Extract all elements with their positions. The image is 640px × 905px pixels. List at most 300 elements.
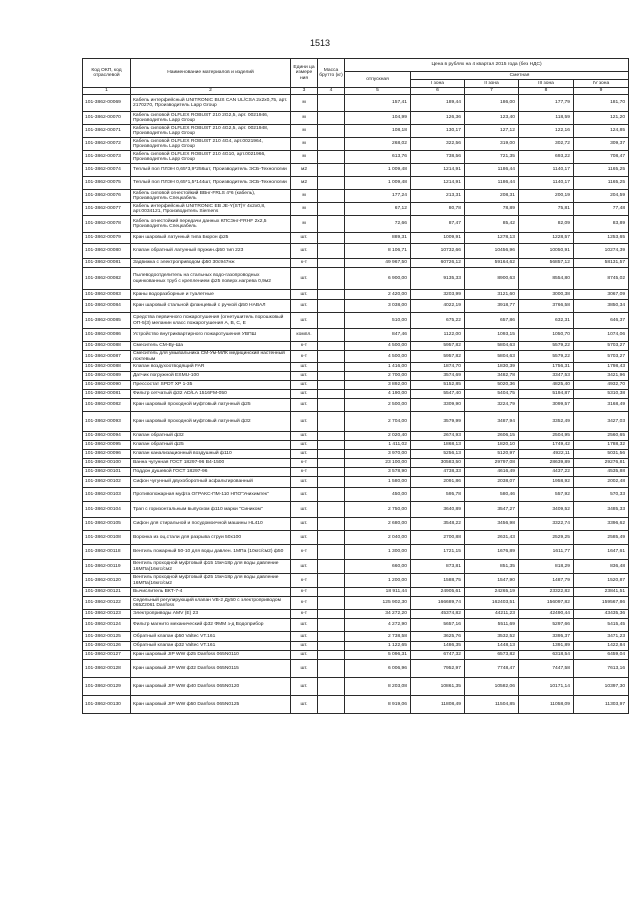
cell-unit: шт. (291, 268, 318, 290)
cell-name: Вентиль проходной муфтовый ф15 15кч18р для воды давление 16МПа(16кгс/см2 (131, 560, 291, 574)
cell-price-zone-2: 3532,52 (465, 632, 519, 642)
cell-price-zone-2: 5804,63 (465, 342, 519, 351)
table-row (83, 190, 629, 203)
cell-price-zone-1: 10861,35 (411, 678, 465, 696)
cell-price-zone-2: 127,12 (465, 125, 519, 138)
cell-price-zone-2: 851,35 (465, 560, 519, 574)
cell-price-zone-1: 5657,16 (411, 619, 465, 632)
cell-price-otpusknaya: 3 892,00 (345, 381, 411, 390)
cell-name: Сифон чугунный двухоборотный асфальтированный (131, 477, 291, 488)
cell-price-zone-1: 3625,76 (411, 632, 465, 642)
cell-price-zone-1: 10732,66 (411, 244, 465, 259)
cell-mass (318, 450, 345, 459)
cell-name: Краны водоразборные и туалетные (131, 290, 291, 300)
cell-mass (318, 351, 345, 363)
column-number: 4 (318, 88, 345, 95)
cell-price-zone-2: 7748,47 (465, 660, 519, 678)
cell-price-zone-4: 646,37 (574, 313, 629, 329)
cell-name: Кран шаровый JIP WW ф25 Danfoss 065N0110 (131, 651, 291, 660)
cell-name: Вычислитель ВКТ-7-4 (131, 588, 291, 597)
cell-name: Обратный клапан ф50 Valtec VT.161 (131, 632, 291, 642)
cell-price-zone-3: 1391,89 (519, 642, 574, 651)
cell-price-zone-3: 122,16 (519, 125, 574, 138)
cell-price-zone-3: 3347,53 (519, 372, 574, 381)
table-row (83, 138, 629, 151)
cell-name: Вентиль пожарный 50-10 для воды давлен. 1МПа (10кгс/см2) ф50 (131, 545, 291, 560)
table-row (83, 244, 629, 259)
cell-name: Задвижка с электроприводом ф50 30с947нж (131, 259, 291, 268)
cell-code: 101-3862-00081 (83, 390, 131, 399)
cell-price-otpusknaya: 2 738,58 (345, 632, 411, 642)
cell-code: 101-3862-00118 (83, 545, 131, 560)
cell-code: 101-3862-00124 (83, 619, 131, 632)
cell-price-zone-3: 4825,40 (519, 381, 574, 390)
cell-price-zone-3: 1050,70 (519, 329, 574, 342)
cell-price-zone-1: 595,78 (411, 488, 465, 502)
cell-price-zone-3: 818,29 (519, 560, 574, 574)
cell-name: Кабель силовой OLFLEX ROBUST 210 4G2,5, арт. 0021948, Производитель Lapp Group (131, 125, 291, 138)
cell-price-otpusknaya: 34 272,20 (345, 610, 411, 619)
cell-mass (318, 597, 345, 610)
cell-price-zone-4: 83,89 (574, 216, 629, 233)
cell-mass (318, 203, 345, 216)
cell-price-zone-3: 200,19 (519, 190, 574, 203)
cell-price-otpusknaya: 2 680,00 (345, 518, 411, 531)
column-number: 3 (291, 88, 318, 95)
cell-code: 101-3862-00075 (83, 177, 131, 190)
table-row (83, 588, 629, 597)
column-number: 1 (83, 88, 131, 95)
cell-unit: шт. (291, 651, 318, 660)
cell-price-zone-4: 23841,51 (574, 588, 629, 597)
table-row (83, 329, 629, 342)
cell-price-zone-4: 204,59 (574, 190, 629, 203)
cell-price-zone-1: 11808,49 (411, 696, 465, 714)
cell-code: 101-3862-00080 (83, 244, 131, 259)
cell-price-zone-1: 9135,33 (411, 268, 465, 290)
header-mass: Масса брутто (кг) (318, 59, 345, 88)
cell-price-zone-2: 123,40 (465, 112, 519, 125)
cell-code: 101-3862-00126 (83, 642, 131, 651)
cell-price-zone-2: 3456,98 (465, 518, 519, 531)
header-unit: Едини ца измере ния (291, 59, 318, 88)
cell-price-zone-1: 1009,91 (411, 233, 465, 244)
cell-price-zone-2: 162403,51 (465, 597, 519, 610)
cell-code: 101-3862-00105 (83, 518, 131, 531)
cell-code: 101-3862-00085 (83, 313, 131, 329)
cell-price-zone-4: 10274,39 (574, 244, 629, 259)
cell-price-otpusknaya: 157,41 (345, 95, 411, 112)
cell-unit: к-т (291, 597, 318, 610)
cell-price-zone-2: 580,46 (465, 488, 519, 502)
cell-unit: шт. (291, 660, 318, 678)
cell-name: Кран шаровый JIP WW ф50 Danfoss 065N0125 (131, 696, 291, 714)
table-body (83, 95, 629, 714)
cell-unit: шт. (291, 502, 318, 518)
cell-code: 101-3862-00088 (83, 363, 131, 372)
cell-price-zone-2: 3918,77 (465, 300, 519, 313)
header-smetnaya: Сметная (411, 72, 629, 80)
cell-price-zone-2: 8900,63 (465, 268, 519, 290)
cell-unit: шт. (291, 432, 318, 441)
cell-price-zone-1: 80,78 (411, 203, 465, 216)
cell-unit: шт. (291, 381, 318, 390)
cell-price-zone-4: 124,85 (574, 125, 629, 138)
cell-mass (318, 432, 345, 441)
cell-price-otpusknaya: 108,18 (345, 125, 411, 138)
cell-price-zone-1: 45374,82 (411, 610, 465, 619)
cell-name: Клапан канализационный воздушный ф110 (131, 450, 291, 459)
cell-price-zone-4: 1165,25 (574, 177, 629, 190)
cell-code: 101-3862-00094 (83, 432, 131, 441)
table-row (83, 468, 629, 477)
cell-name: Кабель интерфейсный UNITRONIC BUS CAN UL/CSA 2x2x0,75, арт. 2170270, Производитель Lapp Group (131, 95, 291, 112)
cell-price-zone-1: 4738,33 (411, 468, 465, 477)
cell-price-zone-3: 177,79 (519, 95, 574, 112)
cell-mass (318, 313, 345, 329)
cell-name: Ванна чугунная ГОСТ 18297-96 В4-1500 (131, 459, 291, 468)
cell-price-zone-1: 3203,99 (411, 290, 465, 300)
table-row (83, 678, 629, 696)
cell-price-zone-2: 10582,06 (465, 678, 519, 696)
cell-price-zone-1: 60726,12 (411, 259, 465, 268)
cell-price-zone-1: 87,47 (411, 216, 465, 233)
header-zone-2: II зона (465, 80, 519, 88)
cell-price-zone-2: 2038,07 (465, 477, 519, 488)
cell-price-otpusknaya: 1 416,00 (345, 363, 411, 372)
cell-price-zone-1: 4022,19 (411, 300, 465, 313)
cell-mass (318, 372, 345, 381)
table-row (83, 619, 629, 632)
cell-unit: м2 (291, 177, 318, 190)
cell-price-zone-4: 5703,27 (574, 342, 629, 351)
cell-price-zone-2: 24265,19 (465, 588, 519, 597)
cell-mass (318, 399, 345, 412)
column-number: 8 (519, 88, 574, 95)
cell-price-zone-2: 3482,78 (465, 372, 519, 381)
cell-price-zone-1: 7952,97 (411, 660, 465, 678)
cell-price-zone-3: 75,81 (519, 203, 574, 216)
cell-price-otpusknaya: 2 020,40 (345, 432, 411, 441)
cell-name: Пылеводоотделитель на стальных водо-газопроводных оцинкованных труб с креплением ф25 поверх.нагрева 0,9м2 (131, 268, 291, 290)
cell-name: Клапан воздухоотводящий FAR (131, 363, 291, 372)
cell-mass (318, 441, 345, 450)
cell-unit: шт. (291, 399, 318, 412)
table-row (83, 381, 629, 390)
cell-name: Воронка из оц.стали для разрыва струи 50х100 (131, 531, 291, 545)
cell-price-otpusknaya: 2 700,00 (345, 372, 411, 381)
cell-price-zone-2: 59164,62 (465, 259, 519, 268)
table-row (83, 642, 629, 651)
cell-price-zone-2: 1186,44 (465, 177, 519, 190)
cell-name: Смеситель СМ-Ву-Ша (131, 342, 291, 351)
cell-price-otpusknaya: 72,66 (345, 216, 411, 233)
cell-unit: м (291, 112, 318, 125)
cell-unit: к-т (291, 351, 318, 363)
cell-price-zone-2: 721,35 (465, 151, 519, 164)
cell-price-zone-2: 186,00 (465, 95, 519, 112)
cell-price-zone-4: 10397,30 (574, 678, 629, 696)
table-row (83, 342, 629, 351)
table-row (83, 597, 629, 610)
cell-price-zone-1: 3579,99 (411, 412, 465, 432)
table-row (83, 125, 629, 138)
cell-price-zone-2: 2606,15 (465, 432, 519, 441)
cell-price-zone-1: 5256,13 (411, 450, 465, 459)
cell-name: Кран шаровый JIP WW ф32 Danfoss 065N0115 (131, 660, 291, 678)
cell-price-zone-1: 3574,69 (411, 372, 465, 381)
cell-unit: шт. (291, 313, 318, 329)
cell-price-otpusknaya: 1 200,00 (345, 574, 411, 588)
cell-price-zone-4: 159567,86 (574, 597, 629, 610)
cell-price-zone-4: 2002,48 (574, 477, 629, 488)
cell-price-zone-4: 3485,33 (574, 502, 629, 518)
column-number: 5 (345, 88, 411, 95)
price-table (82, 58, 629, 714)
cell-mass (318, 412, 345, 432)
cell-price-zone-1: 873,81 (411, 560, 465, 574)
cell-code: 101-3862-00108 (83, 531, 131, 545)
cell-name: Обратный клапан ф32 Valtec VT.161 (131, 642, 291, 651)
cell-unit: к-т (291, 468, 318, 477)
table-row (83, 488, 629, 502)
column-number: 7 (465, 88, 519, 95)
cell-price-otpusknaya: 2 750,00 (345, 502, 411, 518)
cell-price-zone-2: 1093,15 (465, 329, 519, 342)
header-name: Наименование материалов и изделий (131, 59, 291, 88)
cell-price-zone-1: 5957,82 (411, 342, 465, 351)
cell-price-zone-4: 309,37 (574, 138, 629, 151)
cell-price-zone-1: 3640,89 (411, 502, 465, 518)
cell-price-otpusknaya: 23 100,00 (345, 459, 411, 468)
cell-code: 101-3862-00083 (83, 290, 131, 300)
cell-mass (318, 190, 345, 203)
cell-code: 101-3862-00088 (83, 342, 131, 351)
table-row (83, 531, 629, 545)
cell-unit: шт. (291, 696, 318, 714)
cell-code: 101-3862-00128 (83, 660, 131, 678)
cell-code: 101-3862-00072 (83, 138, 131, 151)
cell-price-zone-3: 1756,31 (519, 363, 574, 372)
cell-mass (318, 477, 345, 488)
cell-price-zone-2: 5020,36 (465, 381, 519, 390)
cell-price-zone-1: 6747,32 (411, 651, 465, 660)
cell-price-zone-1: 675,22 (411, 313, 465, 329)
cell-unit: шт. (291, 450, 318, 459)
cell-price-zone-2: 1186,44 (465, 164, 519, 177)
cell-code: 101-3862-00087 (83, 351, 131, 363)
cell-unit: к-т (291, 342, 318, 351)
cell-price-zone-3: 3409,52 (519, 502, 574, 518)
cell-price-otpusknaya: 177,24 (345, 190, 411, 203)
cell-price-zone-1: 24905,61 (411, 588, 465, 597)
cell-price-otpusknaya: 8 203,08 (345, 678, 411, 696)
cell-mass (318, 112, 345, 125)
table-row (83, 545, 629, 560)
cell-mass (318, 468, 345, 477)
cell-mass (318, 459, 345, 468)
cell-code: 101-3862-00090 (83, 381, 131, 390)
cell-price-zone-4: 5031,56 (574, 450, 629, 459)
cell-unit: шт. (291, 372, 318, 381)
cell-mass (318, 95, 345, 112)
cell-price-zone-3: 11058,09 (519, 696, 574, 714)
cell-price-zone-4: 5703,27 (574, 351, 629, 363)
table-row (83, 696, 629, 714)
cell-price-zone-3: 56857,12 (519, 259, 574, 268)
cell-price-otpusknaya: 268,02 (345, 138, 411, 151)
cell-unit: шт. (291, 441, 318, 450)
cell-name: Кран шаровый проходной муфтовый латунный ф32 (131, 412, 291, 432)
table-header (83, 59, 629, 95)
cell-price-zone-3: 5579,22 (519, 351, 574, 363)
table-row (83, 95, 629, 112)
cell-mass (318, 138, 345, 151)
cell-price-zone-3: 2504,95 (519, 432, 574, 441)
cell-price-zone-1: 1874,70 (411, 363, 465, 372)
cell-unit: м (291, 138, 318, 151)
cell-price-zone-4: 3067,09 (574, 290, 629, 300)
cell-price-zone-4: 3396,62 (574, 518, 629, 531)
cell-price-otpusknaya: 4 500,00 (345, 351, 411, 363)
table-row (83, 450, 629, 459)
cell-price-zone-3: 5194,87 (519, 390, 574, 399)
cell-price-otpusknaya: 847,46 (345, 329, 411, 342)
cell-price-zone-4: 1253,65 (574, 233, 629, 244)
cell-unit: м (291, 190, 318, 203)
cell-mass (318, 651, 345, 660)
cell-mass (318, 545, 345, 560)
cell-price-zone-1: 322,56 (411, 138, 465, 151)
cell-price-otpusknaya: 4 190,00 (345, 390, 411, 399)
cell-price-zone-3: 3766,58 (519, 300, 574, 313)
cell-name: Клапан обратный ф32 (131, 432, 291, 441)
table-row (83, 610, 629, 619)
table-row (83, 216, 629, 233)
cell-mass (318, 381, 345, 390)
cell-mass (318, 177, 345, 190)
cell-price-zone-3: 632,31 (519, 313, 574, 329)
cell-price-zone-4: 29276,81 (574, 459, 629, 468)
cell-price-zone-2: 2631,43 (465, 531, 519, 545)
cell-mass (318, 678, 345, 696)
cell-price-otpusknaya: 613,76 (345, 151, 411, 164)
table-row (83, 259, 629, 268)
cell-mass (318, 300, 345, 313)
cell-mass (318, 342, 345, 351)
cell-price-otpusknaya: 18 911,44 (345, 588, 411, 597)
cell-price-zone-4: 3471,23 (574, 632, 629, 642)
cell-price-zone-4: 1074,06 (574, 329, 629, 342)
cell-price-otpusknaya: 4 500,00 (345, 342, 411, 351)
cell-price-zone-3: 3395,37 (519, 632, 574, 642)
cell-name: Кабель силовой OLFLEX ROBUST 210 4G10, арт.0021966, Производитель Lapp Group (131, 151, 291, 164)
cell-name: Кабель интерфейсный UNITRONIC EB JE-Y(ST)Y 4x2x0,8, арт.0034121, Производитель Siemens (131, 203, 291, 216)
cell-unit: м (291, 216, 318, 233)
cell-code: 101-3862-00129 (83, 678, 131, 696)
cell-unit: м (291, 203, 318, 216)
cell-mass (318, 632, 345, 642)
cell-price-zone-1: 1868,13 (411, 441, 465, 450)
cell-price-zone-3: 4437,22 (519, 468, 574, 477)
cell-price-zone-2: 3487,94 (465, 412, 519, 432)
cell-price-otpusknaya: 3 970,00 (345, 450, 411, 459)
cell-unit: шт. (291, 632, 318, 642)
cell-price-zone-1: 166689,74 (411, 597, 465, 610)
cell-price-otpusknaya: 450,00 (345, 488, 411, 502)
cell-mass (318, 216, 345, 233)
cell-price-zone-2: 1547,90 (465, 574, 519, 588)
cell-price-zone-3: 156097,82 (519, 597, 574, 610)
cell-price-otpusknaya: 510,00 (345, 313, 411, 329)
cell-price-zone-4: 1422,84 (574, 642, 629, 651)
cell-price-zone-4: 836,48 (574, 560, 629, 574)
cell-price-zone-2: 1676,89 (465, 545, 519, 560)
cell-price-zone-4: 58131,57 (574, 259, 629, 268)
cell-code: 101-3862-00123 (83, 610, 131, 619)
cell-price-zone-4: 2585,49 (574, 531, 629, 545)
cell-price-zone-2: 657,86 (465, 313, 519, 329)
cell-price-zone-4: 77,48 (574, 203, 629, 216)
cell-price-zone-1: 1486,35 (411, 642, 465, 651)
cell-mass (318, 233, 345, 244)
table-row (83, 313, 629, 329)
cell-name: Кран шаровый JIP WW ф40 Danfoss 065N0120 (131, 678, 291, 696)
cell-price-otpusknaya: 125 902,30 (345, 597, 411, 610)
cell-unit: к-т (291, 459, 318, 468)
cell-name: Кабель огнестойкий передачи данных КПСЭнг-FRHF 2x2,5 Производитель Спецкабель (131, 216, 291, 233)
header-zone-1: I зона (411, 80, 465, 88)
cell-price-zone-3: 23322,82 (519, 588, 574, 597)
cell-code: 101-3862-00073 (83, 151, 131, 164)
table-row (83, 660, 629, 678)
cell-code: 101-3862-00077 (83, 203, 131, 216)
cell-price-zone-2: 1448,13 (465, 642, 519, 651)
cell-price-otpusknaya: 8 106,71 (345, 244, 411, 259)
cell-name: Кабель силовой OLFLEX ROBUST 210 4G4, арт.0021964, Производитель Lapp Group (131, 138, 291, 151)
cell-price-zone-3: 5579,22 (519, 342, 574, 351)
cell-name: Средства первичного пожаротушения (огнетушитель порошковый ОП-5(3) меланин класс пожаротушения А, В, С, Е (131, 313, 291, 329)
cell-code: 101-3862-00070 (83, 112, 131, 125)
cell-price-otpusknaya: 2 040,00 (345, 531, 411, 545)
cell-name: Вентиль проходной муфтовый ф25 15кч18р для воды давление 16МПа(16кгс/см2 (131, 574, 291, 588)
cell-code: 101-3862-00095 (83, 441, 131, 450)
cell-code: 101-3862-00100 (83, 459, 131, 468)
cell-price-zone-2: 5120,97 (465, 450, 519, 459)
cell-mass (318, 244, 345, 259)
cell-price-otpusknaya: 1 300,00 (345, 545, 411, 560)
cell-unit: м (291, 151, 318, 164)
cell-unit: шт. (291, 290, 318, 300)
cell-name: Теплый пол ПЛЭН 0,65*1,5*144шт, Производитель ЭСБ-Технологии (131, 177, 291, 190)
cell-price-zone-2: 44211,23 (465, 610, 519, 619)
table-row (83, 477, 629, 488)
table-row (83, 441, 629, 450)
cell-code: 101-3862-00103 (83, 488, 131, 502)
cell-mass (318, 151, 345, 164)
cell-price-otpusknaya: 4 272,90 (345, 619, 411, 632)
cell-price-zone-3: 1140,17 (519, 177, 574, 190)
cell-price-zone-1: 738,56 (411, 151, 465, 164)
cell-unit: к-т (291, 574, 318, 588)
cell-mass (318, 619, 345, 632)
cell-unit: шт. (291, 619, 318, 632)
cell-name: Седельный регулирующий клапан VB-2 Ду50 с электроприводом 065Z2061 Danfoss (131, 597, 291, 610)
table-row (83, 112, 629, 125)
cell-price-zone-1: 2700,88 (411, 531, 465, 545)
cell-name: Фильтр сетчатый ф32 AD/LA 1516FM-050 (131, 390, 291, 399)
cell-price-otpusknaya: 2 500,00 (345, 399, 411, 412)
